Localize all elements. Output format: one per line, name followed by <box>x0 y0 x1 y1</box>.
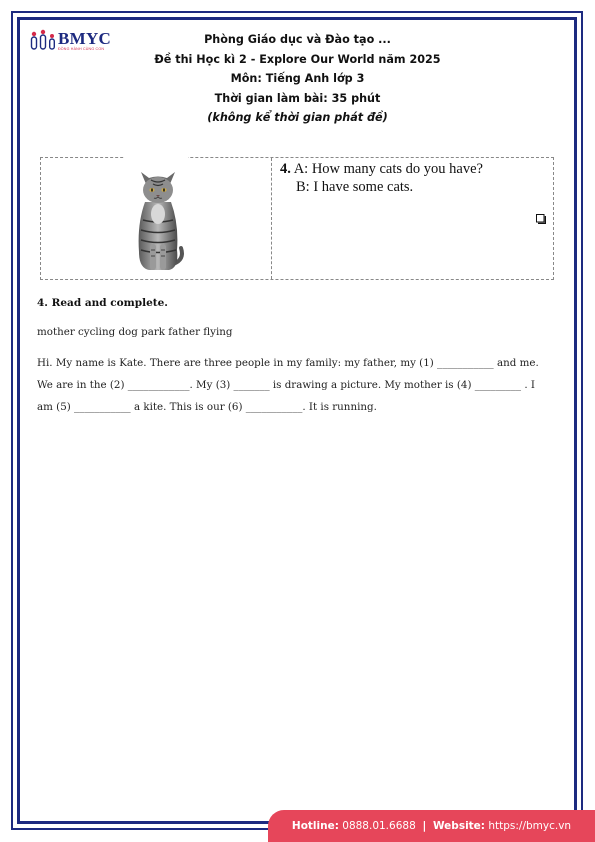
exam-header <box>0 30 595 128</box>
checkbox-icon[interactable] <box>536 214 546 224</box>
page-border-inner <box>17 17 577 824</box>
header-duration: Thời gian làm bài: 35 phút <box>214 91 381 105</box>
footer-separator: | <box>422 820 427 832</box>
table-border-gap <box>124 156 188 160</box>
website-link[interactable]: https://bmyc.vn <box>488 820 572 832</box>
website-label: Website: <box>432 820 486 832</box>
paragraph-line: Hi. My name is Kate. There are three people in my family: my father, my (1) ___________ and me. <box>37 357 539 369</box>
hotline-label: Hotline: <box>291 820 339 832</box>
paragraph-line: We are in the (2) ____________. My (3) _______ is drawing a picture. My mother is (4) _________ . I <box>37 379 535 391</box>
footer-contact-bar <box>268 810 595 842</box>
header-department: Phòng Giáo dục và Đào tạo ... <box>204 33 391 46</box>
table-divider <box>271 158 272 279</box>
word-bank: mother cycling dog park father flying <box>37 326 233 338</box>
footer-text <box>268 810 595 842</box>
question-4-dialogue <box>280 160 483 196</box>
cat-photo-icon <box>129 164 187 274</box>
paragraph-line: am (5) ___________ a kite. This is our (6) ___________. It is running. <box>37 401 377 413</box>
header-subject: Môn: Tiếng Anh lớp 3 <box>230 72 365 85</box>
section-title: 4. Read and complete. <box>37 297 168 309</box>
logo-text: BMYC <box>58 29 112 48</box>
reading-paragraph <box>37 352 553 418</box>
header-note: (không kể thời gian phát đề) <box>207 111 388 124</box>
dialogue-line-a: A: How many cats do you have? <box>293 161 483 177</box>
question-table <box>40 157 554 280</box>
dialogue-line-b: B: I have some cats. <box>296 179 414 195</box>
hotline-number[interactable]: 0888.01.6688 <box>342 820 416 832</box>
logo-tagline: ĐỒNG HÀNH CÙNG CON <box>58 47 105 51</box>
question-number: 4. <box>280 161 291 177</box>
header-exam-title: Đề thi Học kì 2 - Explore Our World năm 2025 <box>154 52 441 66</box>
